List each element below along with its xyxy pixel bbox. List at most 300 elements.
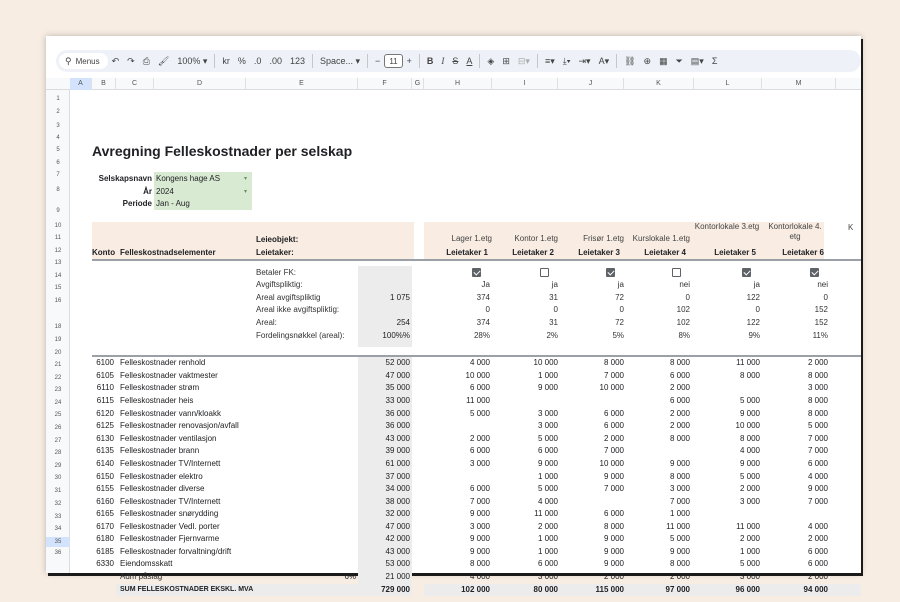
header-elements: Felleskostnadselementer	[120, 248, 216, 257]
info-value: 102	[676, 305, 690, 314]
sum-label: SUM FELLESKOSTNADER EKSKL. MVA	[120, 586, 254, 593]
column-header-f[interactable]: F	[358, 78, 412, 90]
cost-value: 3 000	[739, 497, 760, 506]
cost-value: 6 000	[469, 446, 490, 455]
param-label: Selskapsnavn	[98, 174, 152, 183]
print-icon[interactable]: ⎙	[142, 55, 150, 66]
cost-value: 1 000	[739, 547, 760, 556]
column-header-g[interactable]: G	[412, 78, 424, 90]
sum-value: 80 000	[533, 585, 558, 594]
cost-element-name: Felleskostnader forvaltning/drift	[120, 547, 232, 556]
konto-number: 6185	[96, 547, 114, 556]
column-header-k[interactable]: K	[624, 78, 694, 90]
row-header-26[interactable]: 26	[54, 425, 62, 431]
konto-number: 6105	[96, 371, 114, 380]
cost-value: 1 000	[669, 509, 690, 518]
cost-value: 3 000	[469, 459, 490, 468]
menus-search[interactable]	[59, 53, 108, 69]
column-header-h[interactable]: H	[424, 78, 492, 90]
cost-total: 61 000	[385, 459, 410, 468]
info-value: ja	[753, 280, 760, 289]
row-header-7[interactable]: 7	[56, 172, 60, 178]
cost-value: 9 000	[469, 547, 490, 556]
cost-total: 37 000	[385, 472, 410, 481]
info-value: 374	[476, 293, 490, 302]
row-header-27[interactable]: 27	[54, 438, 62, 444]
cost-value: 7 000	[669, 497, 690, 506]
cost-value: 7 000	[603, 446, 624, 455]
cost-element-name: Felleskostnader strøm	[120, 383, 200, 392]
bold-icon[interactable]: B	[426, 56, 434, 66]
header-leieobjekt: Leieobjekt:	[256, 235, 299, 244]
cost-value: 9 000	[669, 547, 690, 556]
tenant-name: Leietaker 6	[782, 248, 824, 257]
row-header-1[interactable]: 1	[56, 96, 60, 102]
functions-icon[interactable]: Σ	[711, 56, 718, 66]
cost-total: 53 000	[385, 559, 410, 568]
cost-value: 7 000	[807, 434, 828, 443]
cost-value: 6 000	[469, 383, 490, 392]
cost-value: 7 000	[603, 484, 624, 493]
row-header-34[interactable]: 34	[54, 526, 62, 532]
cost-value: 1 000	[537, 534, 558, 543]
cost-value: 9 000	[739, 409, 760, 418]
cost-value: 11 000	[736, 358, 760, 367]
tenant-name: Leietaker 3	[578, 248, 620, 257]
info-value: ja	[551, 280, 558, 289]
cost-value: 7 000	[807, 497, 828, 506]
row-header-3[interactable]: 3	[56, 123, 60, 129]
divider	[214, 54, 215, 68]
filter-views-icon[interactable]: ▤▾	[690, 55, 704, 66]
cost-value: 8 000	[603, 358, 624, 367]
checkbox-icon	[742, 268, 751, 277]
text-color-icon[interactable]: A	[466, 56, 473, 66]
toolbar-strip	[56, 50, 861, 72]
cost-value: 11 000	[736, 522, 760, 531]
cost-value: 2 000	[669, 409, 690, 418]
param-value[interactable]: 2024	[156, 187, 174, 196]
checkbox-icon	[472, 268, 481, 277]
info-value: 8%	[678, 331, 690, 340]
cost-value: 4 000	[739, 446, 760, 455]
object-name: Kurslokale 1.etg	[632, 234, 690, 243]
cost-value: 8 000	[669, 559, 690, 568]
wrap-icon[interactable]: ⇥▾	[578, 55, 591, 66]
header-extra-column: K	[848, 223, 854, 232]
header-leietaker: Leietaker:	[256, 248, 294, 257]
cost-total: 35 000	[385, 383, 410, 392]
info-total: 1 075	[389, 293, 410, 302]
konto-number: 6180	[96, 534, 114, 543]
cost-element-name: Felleskostnader renovasjon/avfall	[120, 421, 239, 430]
betaler-checkbox[interactable]	[540, 267, 549, 279]
info-value: 122	[746, 293, 760, 302]
checkbox-icon	[540, 268, 549, 277]
cost-element-name: Felleskostnader TV/Internett	[120, 497, 221, 506]
undo-icon[interactable]: ↶	[111, 55, 120, 66]
row-header-2[interactable]: 2	[56, 109, 60, 115]
cost-value: 3 000	[537, 409, 558, 418]
cost-value: 8 000	[739, 434, 760, 443]
cost-value: 2 000	[469, 434, 490, 443]
cost-total: 36 000	[385, 409, 410, 418]
cost-value: 11 000	[466, 396, 490, 405]
row-header-18[interactable]: 18	[54, 324, 62, 330]
betaler-checkbox[interactable]	[810, 267, 819, 279]
cost-value: 8 000	[669, 434, 690, 443]
cost-total: 32 000	[385, 509, 410, 518]
cost-value: 10 000	[599, 383, 624, 392]
adm-total: 21 000	[385, 572, 410, 581]
adm-value: 3 000	[537, 572, 558, 581]
sum-value: 97 000	[665, 585, 690, 594]
info-label: Areal:	[256, 318, 277, 327]
object-name: Kontorlokale 4. etg	[768, 222, 822, 241]
link-icon[interactable]: ⛓	[624, 55, 636, 66]
info-value: 72	[615, 293, 624, 302]
info-value: 11%	[812, 331, 828, 340]
adm-percent[interactable]: 6%	[344, 572, 356, 581]
cost-total: 34 000	[385, 484, 410, 493]
paint-format-icon[interactable]: 🖌	[157, 55, 170, 66]
cost-value: 8 000	[669, 358, 690, 367]
search-icon: ⚲	[65, 55, 72, 66]
column-header-l[interactable]: L	[694, 78, 762, 90]
toolbar	[46, 36, 861, 81]
row-header-25[interactable]: 25	[54, 412, 62, 418]
checkbox-icon	[606, 268, 615, 277]
cost-value: 2 000	[669, 421, 690, 430]
adm-value: 3 000	[739, 572, 760, 581]
info-value: 9%	[748, 331, 760, 340]
betaler-checkbox[interactable]	[672, 267, 681, 279]
cost-element-name: Felleskostnader TV/Internett	[120, 459, 221, 468]
konto-number: 6160	[96, 497, 114, 506]
cost-value: 7 000	[603, 371, 624, 380]
info-value: 0	[619, 305, 624, 314]
comment-icon[interactable]: ⊕	[643, 55, 652, 66]
cost-value: 2 000	[603, 434, 624, 443]
valign-icon[interactable]: ⤓▾	[562, 55, 571, 66]
cost-value: 2 000	[537, 522, 558, 531]
zoom-select[interactable]: 100% ▾	[177, 55, 208, 66]
row-header-8[interactable]: 8	[56, 187, 60, 193]
info-value: 0	[485, 305, 490, 314]
cost-value: 3 000	[669, 484, 690, 493]
cost-value: 6 000	[669, 371, 690, 380]
cost-value: 2 000	[669, 383, 690, 392]
info-value: 0	[553, 305, 558, 314]
info-value: 28%	[473, 331, 490, 340]
cost-total: 38 000	[385, 497, 410, 506]
object-name: Frisør 1.etg	[583, 234, 624, 243]
info-label: Avgiftspliktig:	[256, 280, 303, 289]
column-header-j[interactable]: J	[558, 78, 624, 90]
row-header-33[interactable]: 33	[54, 514, 62, 520]
font-size-increase-icon[interactable]: +	[406, 56, 412, 66]
row-header-28[interactable]: 28	[54, 450, 62, 456]
divider	[537, 54, 538, 68]
cost-value: 8 000	[807, 409, 828, 418]
cost-value: 2 000	[807, 534, 828, 543]
row-header-22[interactable]: 22	[54, 375, 62, 381]
cost-value: 2 000	[739, 534, 760, 543]
info-value: 0	[823, 293, 828, 302]
sum-value: 94 000	[803, 585, 828, 594]
info-value: ja	[617, 280, 624, 289]
cost-value: 3 000	[537, 421, 558, 430]
cost-element-name: Felleskostnader snørydding	[120, 509, 219, 518]
cost-total: 47 000	[385, 522, 410, 531]
column-header-a[interactable]: A	[70, 78, 92, 90]
betaler-checkbox[interactable]	[472, 267, 481, 279]
row-header-5[interactable]: 5	[56, 147, 60, 153]
row-header-14[interactable]: 14	[54, 273, 62, 279]
column-header-b[interactable]: B	[92, 78, 116, 90]
row-header-16[interactable]: 16	[54, 298, 62, 304]
cost-value: 4 000	[537, 497, 558, 506]
cost-element-name: Felleskostnader elektro	[120, 472, 203, 481]
cost-element-name: Felleskostnader renhold	[120, 358, 206, 367]
column-header-i[interactable]: I	[492, 78, 558, 90]
row-header-13[interactable]: 13	[54, 260, 62, 266]
number-format-button[interactable]: 123	[289, 56, 305, 66]
cost-total: 33 000	[385, 396, 410, 405]
row-header-10[interactable]: 10	[54, 223, 62, 229]
cost-value: 5 000	[537, 484, 558, 493]
cost-value: 6 000	[603, 421, 624, 430]
info-label: Areal ikke avgiftspliktig:	[256, 305, 340, 314]
font-select[interactable]: Space... ▾	[319, 55, 361, 66]
row-header-30[interactable]: 30	[54, 475, 62, 481]
cost-value: 3 000	[469, 522, 490, 531]
sum-value: 96 000	[735, 585, 760, 594]
fill-color-icon[interactable]: ◈	[487, 55, 495, 66]
row-header-12[interactable]: 12	[54, 248, 62, 254]
menus-label: Menus	[75, 56, 100, 66]
align-icon[interactable]: ≡▾	[544, 55, 555, 66]
info-label: Fordelingsnøkkel (areal):	[256, 331, 345, 340]
column-header-d[interactable]: D	[154, 78, 246, 90]
info-value: 72	[615, 318, 624, 327]
cost-element-name: Eiendomsskatt	[120, 559, 173, 568]
sheet-grid[interactable]	[46, 90, 861, 594]
cost-value: 9 000	[603, 534, 624, 543]
konto-number: 6140	[96, 459, 114, 468]
dropdown-chevron-icon[interactable]: ▾	[244, 189, 248, 195]
column-header-m[interactable]: M	[762, 78, 836, 90]
dropdown-chevron-icon[interactable]: ▾	[244, 176, 248, 182]
cost-element-name: Felleskostnader heis	[120, 396, 194, 405]
row-header-15[interactable]: 15	[54, 285, 62, 291]
sum-value: 115 000	[595, 585, 624, 594]
row-header-29[interactable]: 29	[54, 463, 62, 469]
row-header-4[interactable]: 4	[56, 135, 60, 141]
adm-value: 2 000	[603, 572, 624, 581]
currency-button[interactable]: kr	[222, 56, 230, 66]
info-value: 152	[814, 305, 828, 314]
row-header-11[interactable]: 11	[54, 235, 62, 241]
cost-value: 5 000	[807, 421, 828, 430]
percent-button[interactable]: %	[237, 56, 246, 66]
info-value: Ja	[481, 280, 490, 289]
cost-total: 42 000	[385, 534, 410, 543]
cost-value: 10 000	[465, 371, 490, 380]
cost-value: 5 000	[739, 396, 760, 405]
cost-value: 9 000	[807, 484, 828, 493]
divider	[312, 54, 313, 68]
cost-value: 6 000	[669, 396, 690, 405]
cost-value: 8 000	[807, 396, 828, 405]
zoom-value: 100%	[177, 56, 201, 66]
konto-number: 6155	[96, 484, 114, 493]
tenant-name: Leietaker 1	[446, 248, 488, 257]
param-value[interactable]: Jan - Aug	[156, 199, 190, 208]
object-name: Lager 1.etg	[451, 234, 492, 243]
konto-number: 6135	[96, 446, 114, 455]
cost-element-name: Felleskostnader Fjernvarme	[120, 534, 220, 543]
cost-value: 8 000	[603, 522, 624, 531]
divider	[419, 54, 420, 68]
konto-number: 6330	[96, 559, 114, 568]
cost-value: 1 000	[537, 472, 558, 481]
adm-label: Adm påslag	[120, 572, 163, 581]
info-value: 2%	[546, 331, 558, 340]
column-headers	[46, 78, 861, 90]
cost-element-name: Felleskostnader vaktmester	[120, 371, 218, 380]
betaler-checkbox[interactable]	[742, 267, 751, 279]
konto-number: 6100	[96, 358, 114, 367]
cost-total: 39 000	[385, 446, 410, 455]
cost-value: 7 000	[469, 497, 490, 506]
info-label: Betaler FK:	[256, 268, 297, 277]
info-value: 0	[685, 293, 690, 302]
cost-value: 4 000	[469, 358, 490, 367]
cost-value: 9 000	[469, 534, 490, 543]
cost-total: 52 000	[385, 358, 410, 367]
row-header-19[interactable]: 19	[54, 337, 62, 343]
cost-value: 10 000	[735, 421, 760, 430]
strikethrough-icon[interactable]: S	[452, 56, 459, 66]
font-value: Space...	[319, 56, 354, 66]
row-header-24[interactable]: 24	[54, 400, 62, 406]
spreadsheet-window	[46, 36, 861, 594]
cost-value: 7 000	[807, 446, 828, 455]
cost-value: 9 000	[603, 547, 624, 556]
sum-value: 102 000	[461, 585, 490, 594]
chart-icon[interactable]: ▦	[659, 55, 668, 66]
tenant-name: Leietaker 5	[714, 248, 756, 257]
font-size-decrease-icon[interactable]: −	[375, 56, 381, 66]
cost-value: 9 000	[469, 509, 490, 518]
row-header-20[interactable]: 20	[54, 350, 62, 356]
cost-value: 4 000	[807, 472, 828, 481]
cost-value: 8 000	[469, 559, 490, 568]
cost-value: 3 000	[807, 383, 828, 392]
cost-value: 1 000	[537, 547, 558, 556]
info-value: 5%	[612, 331, 624, 340]
row-header-35[interactable]: 35	[46, 537, 70, 547]
cost-value: 8 000	[739, 371, 760, 380]
cost-element-name: Felleskostnader diverse	[120, 484, 205, 493]
divider	[479, 54, 480, 68]
decrease-decimal-button[interactable]: .0	[253, 56, 262, 66]
cost-element-name: Felleskostnader brann	[120, 446, 200, 455]
cost-value: 10 000	[533, 358, 558, 367]
cost-value: 8 000	[669, 472, 690, 481]
row-header-23[interactable]: 23	[54, 387, 62, 393]
cost-value: 6 000	[807, 559, 828, 568]
info-value: nei	[817, 280, 828, 289]
betaler-checkbox[interactable]	[606, 267, 615, 279]
row-header-21[interactable]: 21	[54, 362, 62, 368]
info-total: 254	[396, 318, 410, 327]
cost-value: 6 000	[603, 409, 624, 418]
info-value: 31	[549, 293, 558, 302]
row-header-9[interactable]: 9	[56, 208, 60, 214]
cost-total: 36 000	[385, 421, 410, 430]
rotate-text-icon[interactable]: A▾	[598, 55, 610, 66]
header-konto: Konto	[92, 248, 116, 257]
cost-value: 5 000	[669, 534, 690, 543]
row-header-6[interactable]: 6	[56, 160, 60, 166]
borders-icon[interactable]: ⊞	[502, 55, 510, 66]
increase-decimal-button[interactable]: .00	[269, 56, 282, 66]
row-header-36[interactable]: 36	[54, 550, 62, 556]
cost-value: 1 000	[537, 371, 558, 380]
filter-icon[interactable]: ⏷	[675, 55, 683, 66]
param-value[interactable]: Kongens hage AS	[156, 174, 221, 183]
cost-element-name: Felleskostnader ventilasjon	[120, 434, 217, 443]
sum-total: 729 000	[381, 585, 410, 594]
konto-number: 6165	[96, 509, 114, 518]
divider	[367, 54, 368, 68]
cost-value: 5 000	[537, 434, 558, 443]
cost-value: 11 000	[534, 509, 558, 518]
cost-value: 9 000	[603, 472, 624, 481]
row-header-31[interactable]: 31	[54, 488, 62, 494]
column-header-c[interactable]: C	[116, 78, 154, 90]
column-header-e[interactable]: E	[246, 78, 358, 90]
page-title: Avregning Felleskostnader per selskap	[92, 143, 353, 159]
cost-value: 9 000	[537, 459, 558, 468]
param-label: År	[143, 187, 152, 196]
cost-value: 5 000	[739, 472, 760, 481]
cost-value: 6 000	[807, 547, 828, 556]
cost-value: 10 000	[599, 459, 624, 468]
cost-value: 9 000	[537, 383, 558, 392]
cost-value: 9 000	[603, 559, 624, 568]
redo-icon[interactable]: ↷	[127, 55, 135, 66]
konto-number: 6150	[96, 472, 114, 481]
info-value: 102	[676, 318, 690, 327]
tenant-name: Leietaker 2	[512, 248, 554, 257]
merge-cells-icon[interactable]: ⊟▾	[517, 55, 530, 66]
cost-value: 11 000	[666, 522, 690, 531]
checkbox-icon	[810, 268, 819, 277]
header-divider-line	[92, 259, 861, 261]
font-size-input[interactable]: 11	[384, 54, 402, 68]
cost-value: 6 000	[603, 509, 624, 518]
info-value: 31	[549, 318, 558, 327]
cost-value: 6 000	[469, 484, 490, 493]
italic-icon[interactable]: I	[441, 56, 445, 66]
cost-value: 5 000	[739, 559, 760, 568]
cost-total: 43 000	[385, 547, 410, 556]
row-header-32[interactable]: 32	[54, 501, 62, 507]
konto-number: 6120	[96, 409, 114, 418]
